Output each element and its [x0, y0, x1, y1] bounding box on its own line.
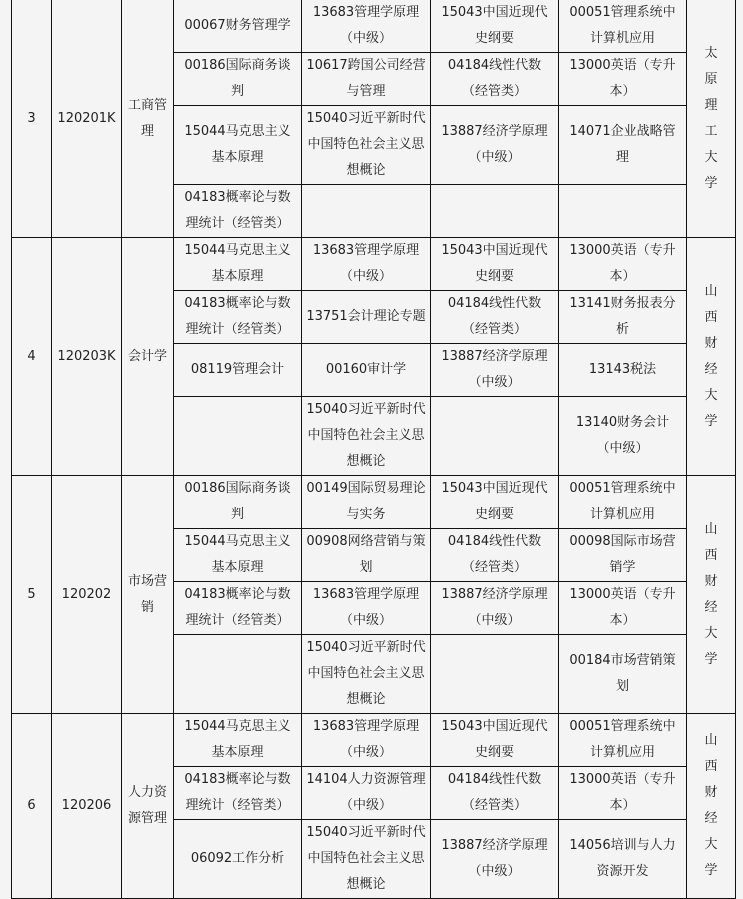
course-cell: 00184市场营销策划 [559, 635, 687, 714]
course-cell: 15040习近平新时代中国特色社会主义思想概论 [302, 106, 431, 185]
course-cell: 13751会计理论专题 [302, 291, 431, 344]
major-code-cell: 120206 [52, 714, 122, 899]
course-cell: 04183概率论与数理统计（经管类） [174, 291, 302, 344]
course-cell: 15040习近平新时代中国特色社会主义思想概论 [302, 397, 431, 476]
course-cell: 13887经济学原理（中级） [431, 106, 559, 185]
course-cell: 04184线性代数（经管类） [431, 291, 559, 344]
course-cell-empty [431, 185, 559, 238]
course-cell: 04184线性代数（经管类） [431, 767, 559, 820]
course-cell: 14104人力资源管理（中级） [302, 767, 431, 820]
course-cell: 13140财务会计（中级） [559, 397, 687, 476]
serial-number-cell: 6 [12, 714, 52, 899]
course-cell: 00051管理系统中计算机应用 [559, 714, 687, 767]
course-cell: 13000英语（专升本） [559, 53, 687, 106]
course-cell: 10617跨国公司经营与管理 [302, 53, 431, 106]
major-name-cell: 工商管理 [122, 0, 174, 238]
course-cell: 13887经济学原理（中级） [431, 344, 559, 397]
university-cell: 山西财经大学 [687, 714, 736, 899]
course-cell: 08119管理会计 [174, 344, 302, 397]
course-cell: 13000英语（专升本） [559, 238, 687, 291]
course-cell: 13683管理学原理（中级） [302, 0, 431, 53]
table-row [12, 714, 736, 767]
university-cell: 山西财经大学 [687, 476, 736, 714]
major-code-cell: 120201K [52, 0, 122, 238]
course-cell: 00908网络营销与策划 [302, 529, 431, 582]
course-cell-empty [302, 185, 431, 238]
course-cell: 13887经济学原理（中级） [431, 582, 559, 635]
course-cell: 00186国际商务谈判 [174, 476, 302, 529]
course-cell: 15040习近平新时代中国特色社会主义思想概论 [302, 635, 431, 714]
course-cell: 04183概率论与数理统计（经管类） [174, 582, 302, 635]
course-cell-empty [559, 185, 687, 238]
major-name-cell: 市场营销 [122, 476, 174, 714]
course-cell: 15043中国近现代史纲要 [431, 476, 559, 529]
course-cell: 06092工作分析 [174, 820, 302, 899]
course-cell: 15044马克思主义基本原理 [174, 714, 302, 767]
table-row [12, 238, 736, 291]
course-cell: 04183概率论与数理统计（经管类） [174, 185, 302, 238]
course-cell-empty [431, 397, 559, 476]
course-cell: 00067财务管理学 [174, 0, 302, 53]
major-code-cell: 120203K [52, 238, 122, 476]
course-cell: 00186国际商务谈判 [174, 53, 302, 106]
course-cell: 13000英语（专升本） [559, 582, 687, 635]
course-cell: 13000英语（专升本） [559, 767, 687, 820]
serial-number-cell: 3 [12, 0, 52, 238]
course-cell: 00098国际市场营销学 [559, 529, 687, 582]
course-cell: 15040习近平新时代中国特色社会主义思想概论 [302, 820, 431, 899]
course-cell: 00149国际贸易理论与实务 [302, 476, 431, 529]
table-row [12, 0, 736, 53]
course-cell: 15043中国近现代史纲要 [431, 714, 559, 767]
course-cell: 13683管理学原理（中级） [302, 238, 431, 291]
course-cell: 00051管理系统中计算机应用 [559, 476, 687, 529]
major-name-cell: 会计学 [122, 238, 174, 476]
course-cell: 04184线性代数（经管类） [431, 529, 559, 582]
course-cell: 14071企业战略管理 [559, 106, 687, 185]
course-cell: 13887经济学原理（中级） [431, 820, 559, 899]
course-cell: 14056培训与人力资源开发 [559, 820, 687, 899]
course-cell: 15044马克思主义基本原理 [174, 529, 302, 582]
major-code-cell: 120202 [52, 476, 122, 714]
course-cell-empty [174, 397, 302, 476]
major-name-cell: 人力资源管理 [122, 714, 174, 899]
course-cell-empty [431, 635, 559, 714]
table-row [12, 476, 736, 529]
course-cell: 00051管理系统中计算机应用 [559, 0, 687, 53]
course-cell: 15044马克思主义基本原理 [174, 106, 302, 185]
course-cell: 13683管理学原理（中级） [302, 582, 431, 635]
course-cell-empty [174, 635, 302, 714]
course-cell: 15044马克思主义基本原理 [174, 238, 302, 291]
course-cell: 04184线性代数（经管类） [431, 53, 559, 106]
course-cell: 13683管理学原理（中级） [302, 714, 431, 767]
course-cell: 15043中国近现代史纲要 [431, 238, 559, 291]
course-cell: 15043中国近现代史纲要 [431, 0, 559, 53]
course-cell: 00160审计学 [302, 344, 431, 397]
university-cell: 太原理工大学 [687, 0, 736, 238]
course-cell: 04183概率论与数理统计（经管类） [174, 767, 302, 820]
course-cell: 13143税法 [559, 344, 687, 397]
serial-number-cell: 5 [12, 476, 52, 714]
exam-plan-table-wrapper [11, 0, 736, 899]
course-cell: 13141财务报表分析 [559, 291, 687, 344]
university-cell: 山西财经大学 [687, 238, 736, 476]
exam-plan-table [11, 0, 736, 899]
serial-number-cell: 4 [12, 238, 52, 476]
